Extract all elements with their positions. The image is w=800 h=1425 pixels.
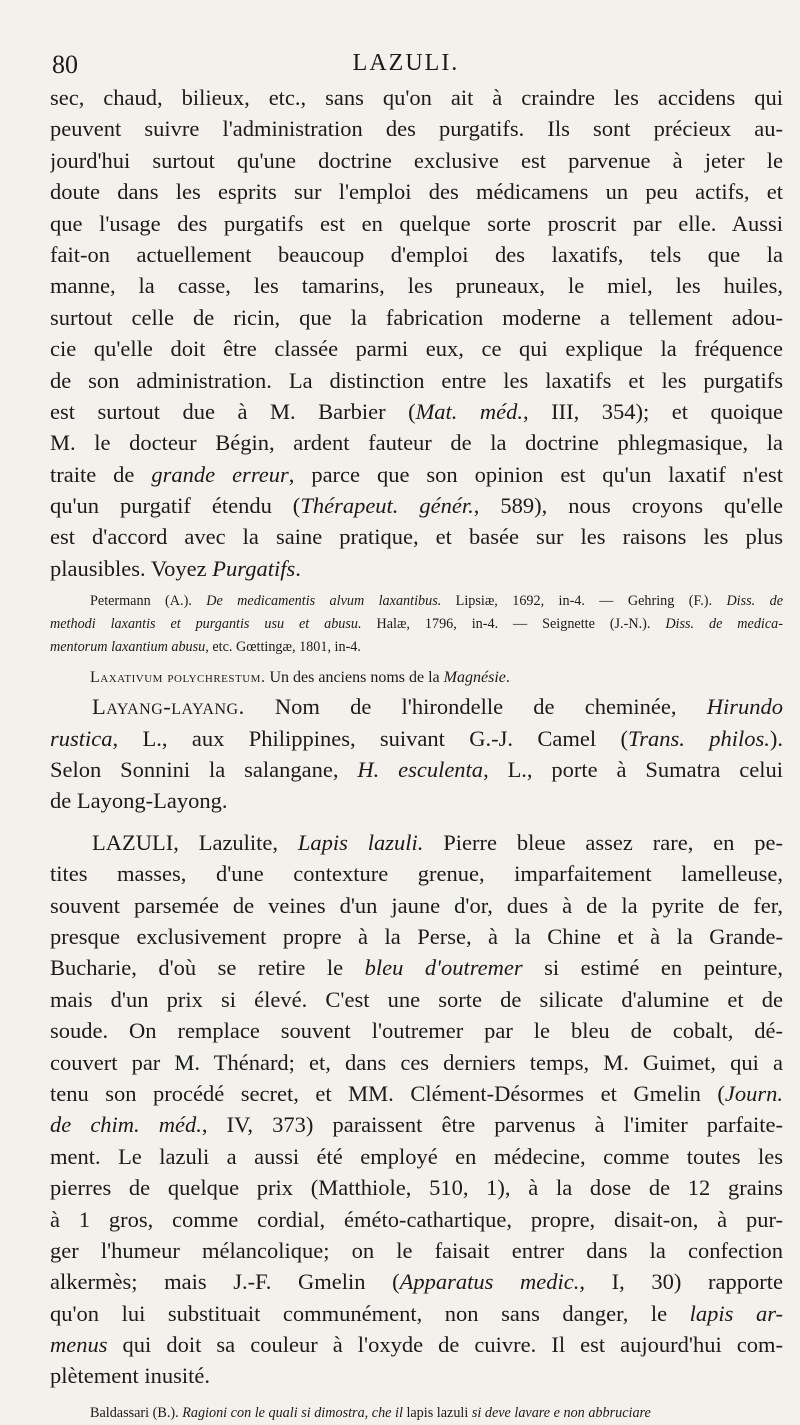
- entry-term: Laxativum polychrestum.: [90, 669, 266, 687]
- text-line: plausibles. Voyez Purgatifs.: [50, 555, 301, 581]
- cross-reference: Purgatifs: [212, 555, 296, 581]
- text-line: menus qui doit sa couleur à l'oxyde de cuivre. Il est aujourd'hui com-: [50, 1332, 783, 1358]
- text-line: à 1 gros, comme cordial, éméto-cathartique, propre, disait-on, à pur-: [50, 1206, 783, 1232]
- text-line: sec, chaud, bilieux, etc., sans qu'on ait à craindre les accidens qui: [50, 85, 783, 110]
- text-line: jourd'hui surtout qu'une doctrine exclusive est parvenue à jeter le: [50, 147, 783, 173]
- page-body: [50, 82, 783, 1425]
- entry-term: LAZULI: [92, 829, 174, 855]
- reference-line: methodi laxantis et purgantis usu et abusu. Halæ, 1796, in-4. — Seignette (J.-N.). Diss. de medica-: [50, 616, 783, 633]
- entry-laxativum: Laxativum polychrestum. Un des anciens noms de la Magnésie.: [90, 669, 510, 687]
- reference-line: Petermann (A.). De medicamentis alvum laxantibus. Lipsiæ, 1692, in-4. — Gehring (F.). Diss. de: [90, 593, 783, 610]
- bibliography-laxatif: [50, 590, 783, 659]
- text-line: est surtout due à M. Barbier (Mat. méd., III, 354); et quoique: [50, 398, 783, 424]
- text-line: rustica, L., aux Philippines, suivant G.-J. Camel (Trans. philos.).: [50, 725, 783, 751]
- text-line: fait-on actuellement beaucoup d'emploi des laxatifs, tels que la: [50, 241, 783, 267]
- text-line: Layang-layang. Nom de l'hirondelle de cheminée, Hirundo: [92, 694, 783, 720]
- cross-reference: Magnésie: [443, 669, 506, 687]
- text-line: est d'accord avec la saine pratique, et basée sur les raisons les plus: [50, 524, 783, 550]
- text-line: traite de grande erreur, parce que son opinion est qu'un laxatif n'est: [50, 461, 783, 487]
- text-line: Bucharie, d'où se retire le bleu d'outremer si estimé en peinture,: [50, 955, 783, 981]
- text-line: peuvent suivre l'administration des purgatifs. Ils sont précieux au-: [50, 116, 783, 142]
- text-line: couvert par M. Thénard; et, dans ces derniers temps, M. Guimet, qui a: [50, 1049, 783, 1075]
- running-title: LAZULI.: [352, 50, 460, 76]
- text-line: qu'un purgatif étendu (Thérapeut. génér., 589), nous croyons qu'elle: [50, 493, 783, 519]
- text-line: qu'on lui substituait communément, non sans danger, le lapis ar-: [50, 1300, 783, 1326]
- text-line: souvent parsemée de veines d'un jaune d'or, dues à de la pyrite de fer,: [50, 892, 783, 918]
- text-line: alkermès; mais J.-F. Gmelin (Apparatus medic., I, 30) rapporte: [50, 1269, 783, 1295]
- bibliography-lazuli: Baldassari (B.). Ragioni con le quali si dimostra, che il lapis lazuli si deve lavare e non abbruciare: [90, 1404, 651, 1421]
- text-line: pierres de quelque prix (Matthiole, 510, 1), à la dose de 12 grains: [50, 1175, 783, 1201]
- text-line: surtout celle de ricin, que la fabrication moderne a tellement adou-: [50, 304, 783, 330]
- page-number: 80: [52, 50, 78, 79]
- text-line: LAZULI, Lazulite, Lapis lazuli. Pierre bleue assez rare, en pe-: [92, 829, 783, 855]
- text-line: soude. On remplace souvent l'outremer par le bleu de cobalt, dé-: [50, 1018, 783, 1044]
- entry-lazuli: [50, 827, 783, 1392]
- text-line: M. le docteur Bégin, ardent fauteur de la doctrine phlegmasique, la: [50, 430, 783, 456]
- text-line: de Layong-Layong.: [50, 788, 228, 814]
- text-line: tites masses, d'une contexture grenue, imparfaitement lamelleuse,: [50, 861, 783, 887]
- text-line: presque exclusivement propre à la Perse, à la Chine et à la Grande-: [50, 923, 783, 949]
- text-line: ger l'humeur mélancolique; on le faisait entrer dans la confection: [50, 1237, 783, 1263]
- entry-term: Layang-layang.: [92, 694, 245, 720]
- text-line: manne, la casse, les tamarins, les pruneaux, le miel, les huiles,: [50, 273, 783, 299]
- text-line: plètement inusité.: [50, 1363, 210, 1389]
- reference-line: mentorum laxantium abusu, etc. Gœttingæ, 1801, in-4.: [50, 639, 361, 656]
- page-header: [52, 44, 760, 84]
- text-line: mais d'un prix si élevé. C'est une sorte de silicate d'alumine et de: [50, 986, 783, 1012]
- text-line: cie qu'elle doit être classée parmi eux, ce qui explique la fréquence: [50, 336, 783, 362]
- text-line: que l'usage des purgatifs est en quelque sorte proscrit par elle. Aussi: [50, 210, 783, 236]
- text-line: tenu son procédé secret, et MM. Clément-Désormes et Gmelin (Journ.: [50, 1080, 783, 1106]
- text-line: de son administration. La distinction entre les laxatifs et les purgatifs: [50, 367, 783, 393]
- laxatif-paragraph: [50, 82, 783, 396]
- text-line: Selon Sonnini la salangane, H. esculenta, L., porte à Sumatra celui: [50, 757, 783, 783]
- text-line: doute dans les esprits sur l'emploi des médicamens un peu actifs, et: [50, 179, 783, 205]
- text-line: de chim. méd., IV, 373) paraissent être parvenus à l'imiter parfaite-: [50, 1112, 783, 1138]
- entry-layang: [50, 691, 783, 817]
- text-line: ment. Le lazuli a aussi été employé en médecine, comme toutes les: [50, 1143, 783, 1169]
